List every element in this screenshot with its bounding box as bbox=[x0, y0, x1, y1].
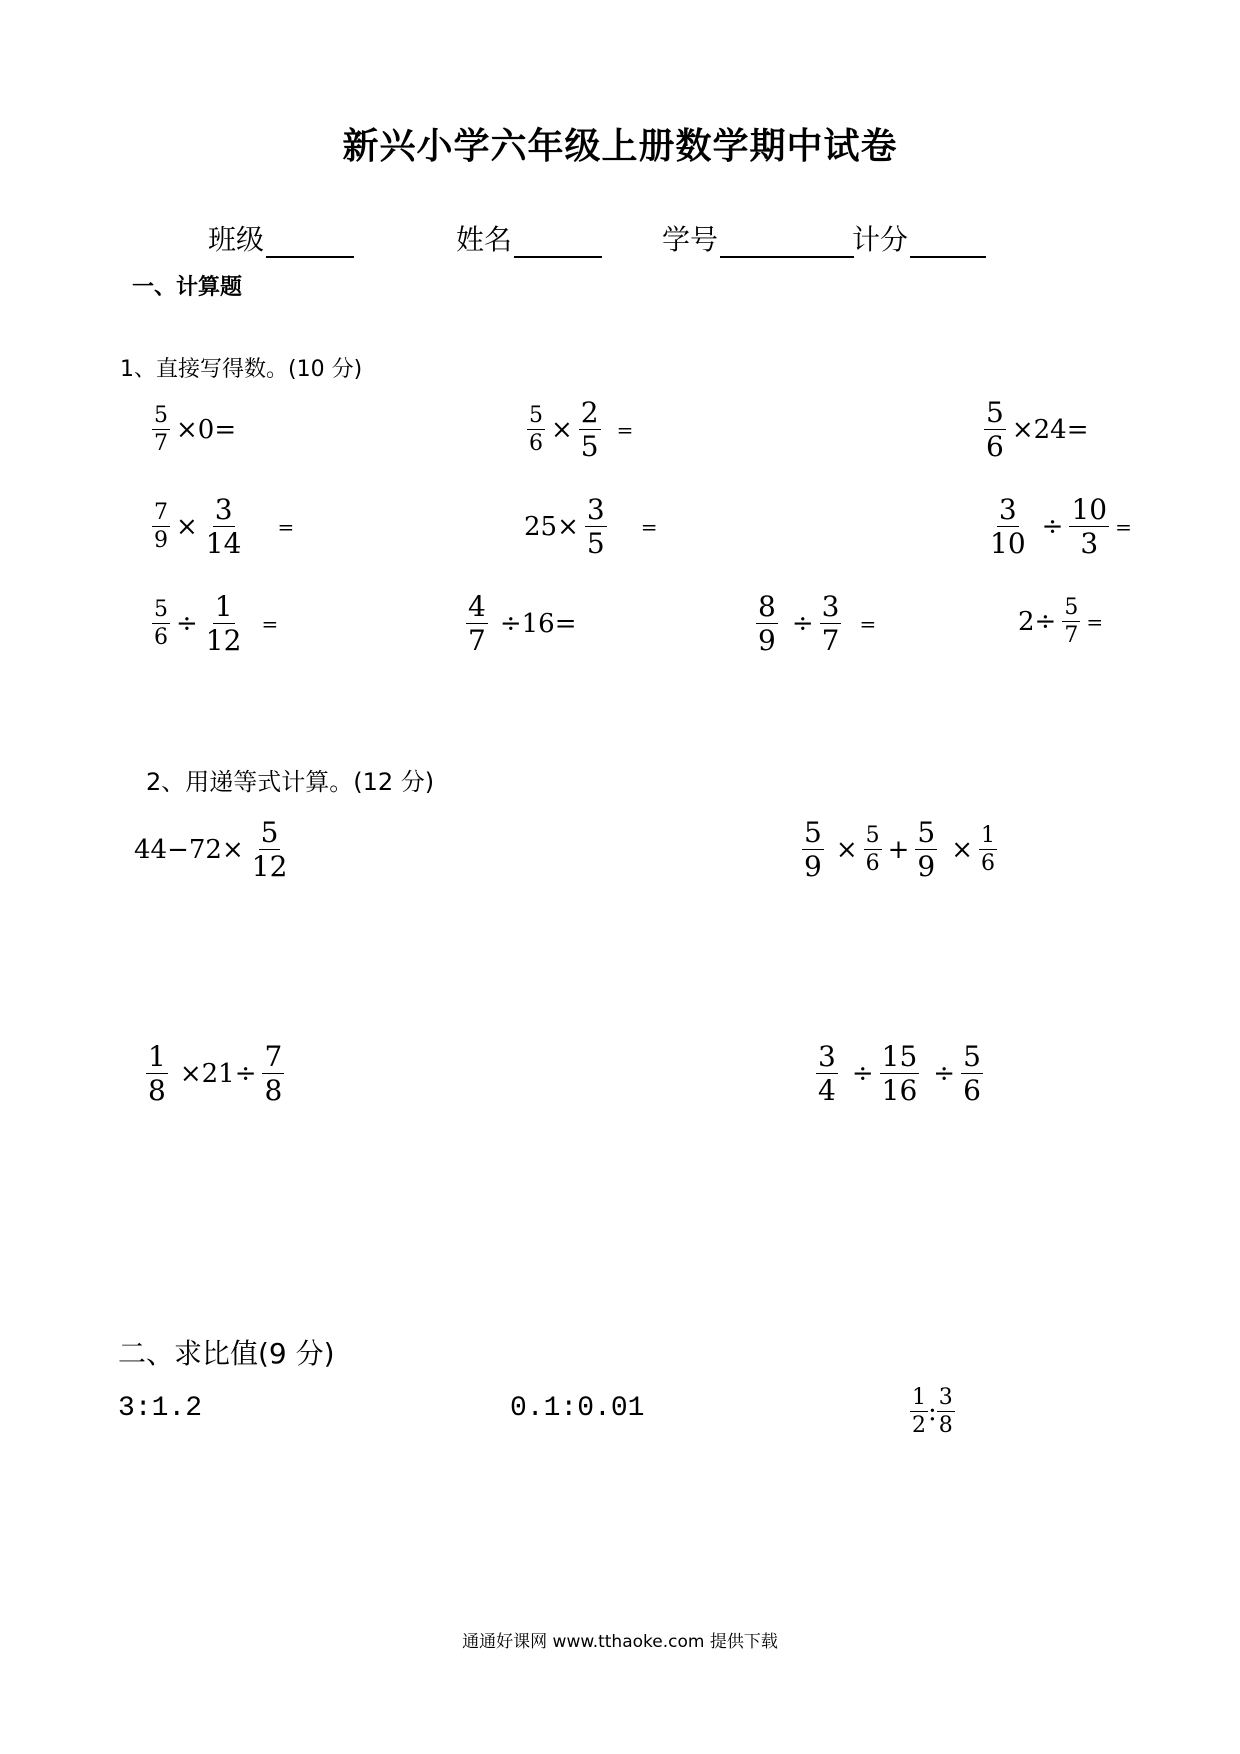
q1-item-1 bbox=[148, 404, 238, 455]
q1-item-2 bbox=[523, 398, 635, 462]
math-token: ÷16= bbox=[499, 608, 577, 639]
q2-label: 2、用递等式计算。(12 分) bbox=[146, 768, 435, 796]
denominator: 6 bbox=[154, 625, 168, 651]
numerator: 5 bbox=[152, 598, 170, 624]
denominator: 2 bbox=[912, 1413, 926, 1439]
name-blank[interactable] bbox=[514, 226, 602, 258]
fraction bbox=[585, 495, 607, 559]
numerator: 5 bbox=[963, 1040, 981, 1073]
denominator: 6 bbox=[963, 1074, 981, 1108]
section2-heading: 二、求比值(9 分) bbox=[118, 1337, 335, 1370]
ratio-1: 3:1.2 bbox=[118, 1393, 203, 1424]
page-title: 新兴小学六年级上册数学期中试卷 bbox=[342, 126, 898, 167]
denominator: 9 bbox=[154, 528, 168, 554]
denominator: 7 bbox=[1064, 623, 1079, 649]
math-token: = bbox=[640, 514, 658, 539]
denominator: 7 bbox=[468, 624, 486, 658]
numerator: 1 bbox=[148, 1040, 166, 1073]
class-blank[interactable] bbox=[266, 226, 354, 258]
fraction bbox=[250, 818, 290, 882]
q1-label: 1、直接写得数。(10 分) bbox=[120, 357, 363, 382]
q1-item-9 bbox=[752, 592, 878, 656]
fraction bbox=[979, 824, 997, 875]
numerator: 5 bbox=[864, 824, 882, 850]
numerator: 4 bbox=[468, 590, 486, 623]
denominator: 6 bbox=[981, 851, 996, 877]
denominator: 10 bbox=[990, 527, 1026, 561]
fraction bbox=[988, 495, 1028, 559]
footer-credit: 通通好课网 www.tthaoke.com 提供下载 bbox=[462, 1632, 778, 1652]
fraction bbox=[880, 1042, 920, 1106]
fraction bbox=[864, 824, 882, 875]
fraction bbox=[204, 495, 244, 559]
math-token: ÷ bbox=[791, 608, 814, 639]
numerator: 2 bbox=[580, 396, 599, 429]
denominator: 8 bbox=[148, 1074, 166, 1108]
denominator: 7 bbox=[821, 624, 840, 658]
math-token: ÷ bbox=[176, 608, 198, 639]
q1-item-6 bbox=[984, 495, 1134, 559]
ratio-3 bbox=[910, 1386, 955, 1437]
fraction bbox=[910, 1386, 928, 1437]
score-blank[interactable] bbox=[910, 226, 986, 258]
id-label: 学号 bbox=[662, 223, 719, 256]
fraction bbox=[1069, 495, 1109, 559]
numerator: 3 bbox=[937, 1386, 955, 1412]
denominator: 4 bbox=[818, 1074, 836, 1108]
name-label: 姓名 bbox=[456, 223, 513, 256]
q1-item-8 bbox=[462, 592, 578, 656]
math-token: ÷ bbox=[851, 1058, 874, 1089]
fraction bbox=[756, 592, 778, 656]
math-token: : bbox=[928, 1396, 937, 1427]
id-blank[interactable] bbox=[720, 226, 854, 258]
fraction bbox=[152, 598, 170, 649]
math-token: 2÷ bbox=[1018, 606, 1057, 637]
math-token: ÷ bbox=[933, 1058, 956, 1089]
math-token: × bbox=[835, 834, 858, 865]
fraction bbox=[802, 818, 824, 882]
denominator: 8 bbox=[264, 1074, 283, 1108]
math-token: = bbox=[616, 417, 634, 442]
numerator: 3 bbox=[821, 590, 840, 623]
numerator: 10 bbox=[1071, 493, 1108, 526]
q1-item-5 bbox=[522, 495, 659, 559]
denominator: 16 bbox=[881, 1074, 918, 1108]
fraction bbox=[1062, 596, 1080, 647]
math-token: = bbox=[1086, 609, 1104, 634]
math-token: ×24= bbox=[1011, 414, 1089, 445]
q1-item-7 bbox=[148, 592, 280, 656]
numerator: 3 bbox=[998, 493, 1017, 526]
numerator: 3 bbox=[586, 493, 605, 526]
numerator: 5 bbox=[260, 816, 279, 849]
denominator: 3 bbox=[1080, 527, 1099, 561]
denominator: 5 bbox=[586, 527, 605, 561]
math-token: = bbox=[277, 514, 295, 539]
numerator: 5 bbox=[1062, 596, 1080, 622]
math-token: = bbox=[1115, 514, 1132, 539]
numerator: 5 bbox=[804, 816, 822, 849]
q2-item-3 bbox=[142, 1042, 288, 1106]
denominator: 7 bbox=[154, 431, 168, 457]
denominator: 6 bbox=[529, 431, 543, 457]
fraction bbox=[146, 1042, 168, 1106]
numerator: 5 bbox=[527, 404, 545, 430]
denominator: 5 bbox=[580, 430, 599, 464]
fraction bbox=[152, 404, 170, 455]
id-field bbox=[662, 218, 854, 258]
numerator: 5 bbox=[917, 816, 936, 849]
q2-item-2 bbox=[798, 818, 1001, 882]
denominator: 12 bbox=[251, 850, 288, 884]
fraction bbox=[820, 592, 842, 656]
denominator: 14 bbox=[205, 527, 242, 561]
fraction bbox=[204, 592, 244, 656]
denominator: 9 bbox=[758, 624, 776, 658]
numerator: 1 bbox=[214, 590, 233, 623]
numerator: 1 bbox=[979, 824, 997, 850]
fraction bbox=[984, 398, 1006, 462]
fraction bbox=[937, 1386, 955, 1437]
denominator: 6 bbox=[986, 430, 1004, 464]
math-token: × bbox=[176, 511, 198, 542]
numerator: 5 bbox=[152, 404, 170, 430]
math-token: 44−72× bbox=[134, 834, 244, 865]
q1-item-3 bbox=[980, 398, 1090, 462]
fraction bbox=[152, 501, 170, 552]
class-field bbox=[208, 218, 354, 258]
q1-item-4 bbox=[148, 495, 296, 559]
section1-heading: 一、计算题 bbox=[132, 275, 243, 300]
math-token: × bbox=[951, 834, 974, 865]
fraction bbox=[527, 404, 545, 455]
q2-item-4 bbox=[812, 1042, 987, 1106]
denominator: 6 bbox=[865, 851, 880, 877]
math-token: = bbox=[261, 611, 279, 636]
class-label: 班级 bbox=[208, 223, 265, 256]
numerator: 1 bbox=[910, 1386, 928, 1412]
denominator: 9 bbox=[804, 850, 822, 884]
fraction bbox=[579, 398, 601, 462]
math-token: 25× bbox=[524, 511, 579, 542]
denominator: 12 bbox=[205, 624, 242, 658]
numerator: 7 bbox=[264, 1040, 283, 1073]
q1-item-10 bbox=[1016, 596, 1105, 647]
fraction bbox=[961, 1042, 983, 1106]
fraction bbox=[915, 818, 937, 882]
numerator: 3 bbox=[214, 493, 233, 526]
math-token: × bbox=[551, 414, 573, 445]
denominator: 9 bbox=[917, 850, 936, 884]
score-label: 计分 bbox=[852, 223, 909, 256]
denominator: 8 bbox=[938, 1413, 953, 1439]
fraction bbox=[466, 592, 488, 656]
math-token: = bbox=[859, 611, 877, 636]
numerator: 15 bbox=[881, 1040, 918, 1073]
fraction bbox=[262, 1042, 284, 1106]
numerator: 5 bbox=[986, 396, 1004, 429]
numerator: 8 bbox=[758, 590, 776, 623]
name-field bbox=[456, 218, 602, 258]
q2-item-1 bbox=[132, 818, 293, 882]
math-token: ÷ bbox=[1041, 511, 1064, 542]
math-token: ×0= bbox=[176, 414, 237, 445]
math-token: ×21÷ bbox=[179, 1058, 257, 1089]
math-token: + bbox=[887, 834, 910, 865]
fraction bbox=[816, 1042, 838, 1106]
numerator: 7 bbox=[152, 501, 170, 527]
score-field bbox=[852, 218, 986, 258]
ratio-2: 0.1:0.01 bbox=[510, 1393, 645, 1424]
numerator: 3 bbox=[818, 1040, 836, 1073]
